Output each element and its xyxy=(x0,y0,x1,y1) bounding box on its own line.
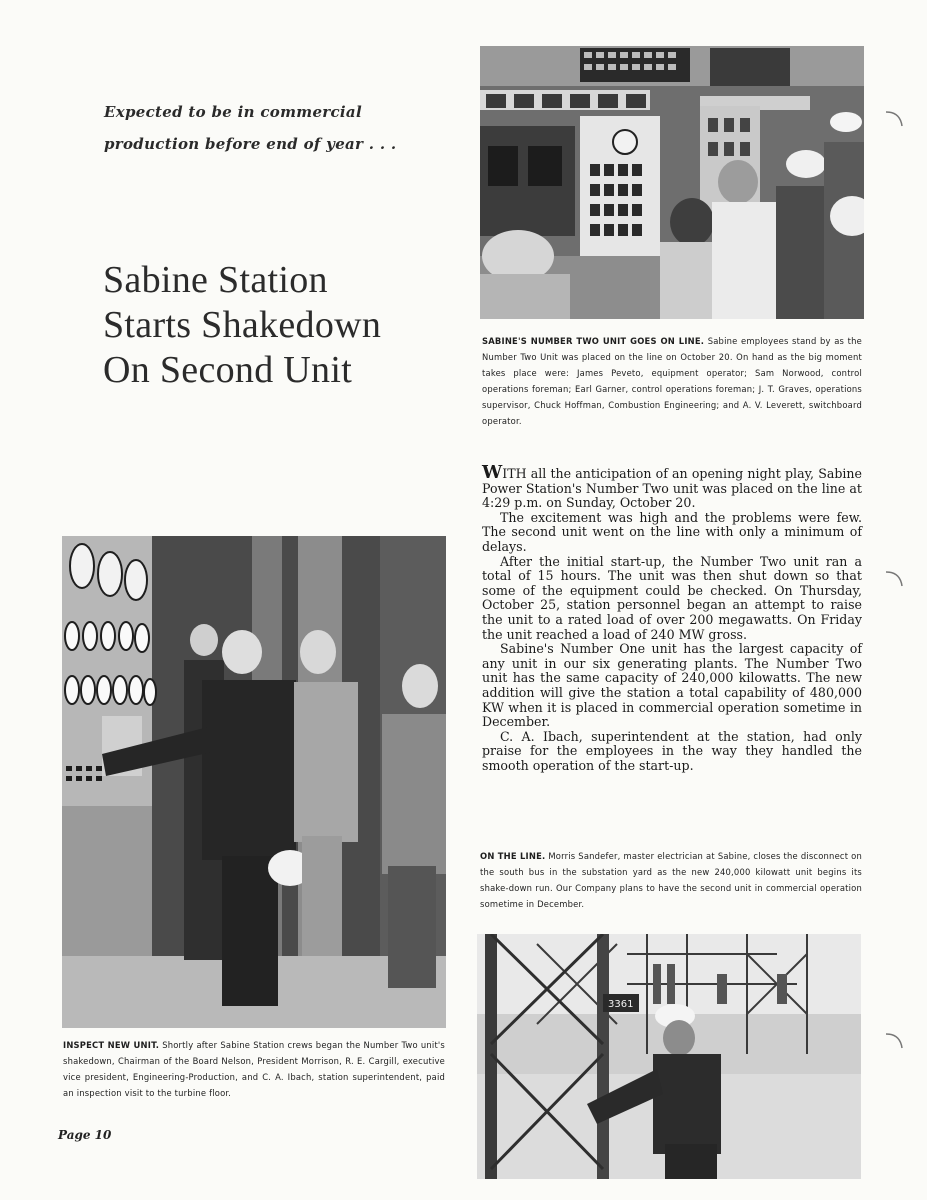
substation-caption-text: Morris Sandefer, master electrician at Sabine, closes the disconnect on the south bus in the substation yard as the new 240,000 kilowatt unit begins its shake-down run. Our Company plans to have the second unit in commercial operation sometime in December. xyxy=(480,851,863,909)
binder-hole-mark-icon xyxy=(884,568,906,590)
substation-photo xyxy=(477,934,861,1179)
kicker-line-1: Expected to be in commercial xyxy=(104,103,362,121)
inspection-caption-lead: INSPECT NEW UNIT. xyxy=(63,1040,160,1050)
article-paragraph-4: Sabine's Number One unit has the largest capacity of any unit in our six generating plants. The Number Two unit has the same capacity of 240,000 kilowatts. The new addition will give the station a total capability of 480,000 KW when it is placed in commercial operation sometime in December. xyxy=(482,641,862,730)
article-paragraph-2: The excitement was high and the problems were few. The second unit went on the line with only a minimum of delays. xyxy=(482,509,862,554)
kicker-line-2: production before end of year . . . xyxy=(104,135,397,153)
binder-hole-mark-icon xyxy=(884,108,906,130)
kicker xyxy=(104,96,444,160)
control-room-caption-text: Sabine employees stand by as the Number Two Unit was placed on the line on October 20. On hand as the big moment takes place were: James Peveto, equipment operator; Sam Norwood, control operations foreman; Earl Garner, control operations foreman; J. T. Graves, operations supervisor, Chuck Hoffman, Combustion Engineering; and A. V. Leverett, switchboard operator. xyxy=(482,336,862,426)
pole-number-tag: 3361 xyxy=(608,999,634,1010)
substation-caption xyxy=(480,848,862,912)
article-paragraph-5: C. A. Ibach, superintendent at the station, had only praise for the employees in the way they handled the smooth operation of the start-up. xyxy=(482,728,862,773)
headline-line-3: On Second Unit xyxy=(103,349,353,391)
substation-caption-lead: ON THE LINE. xyxy=(480,851,546,861)
article-paragraph-1 xyxy=(482,462,862,511)
page-title xyxy=(103,258,433,393)
control-room-photo xyxy=(480,46,864,319)
headline-line-2: Starts Shakedown xyxy=(103,304,382,346)
binder-hole-mark-icon xyxy=(884,1030,906,1052)
article-paragraph-3: After the initial start-up, the Number Two unit ran a total of 15 hours. The unit was then shut down so that some of the equipment could be checked. On Thursday, October 25, station personnel began an attempt to raise the unit to a rated load of over 200 megawatts. On Friday the unit reached a load of 240 MW gross. xyxy=(482,553,862,642)
headline-line-1: Sabine Station xyxy=(103,259,328,301)
inspection-photo xyxy=(62,536,446,1028)
control-room-caption xyxy=(482,333,862,429)
control-room-caption-lead: SABINE'S NUMBER TWO UNIT GOES ON LINE. xyxy=(482,336,705,346)
page-number: Page 10 xyxy=(58,1128,112,1142)
inspection-caption xyxy=(63,1037,445,1117)
inspection-caption-text: Shortly after Sabine Station crews began the Number Two unit's shakedown, Chairman of the Board Nelson, President Morrison, R. E. Cargill, executive vice president, Engineering-Production, and C. A. Ibach, station superintendent, paid an inspection visit to the turbine floor. xyxy=(63,1040,445,1098)
drop-cap: W xyxy=(482,462,503,483)
article-paragraph-1-text: ITH all the anticipation of an opening night play, Sabine Power Station's Number Two unit was placed on the line at 4:29 p.m. on Sunday, October 20. xyxy=(482,466,862,511)
article-body xyxy=(482,462,862,773)
